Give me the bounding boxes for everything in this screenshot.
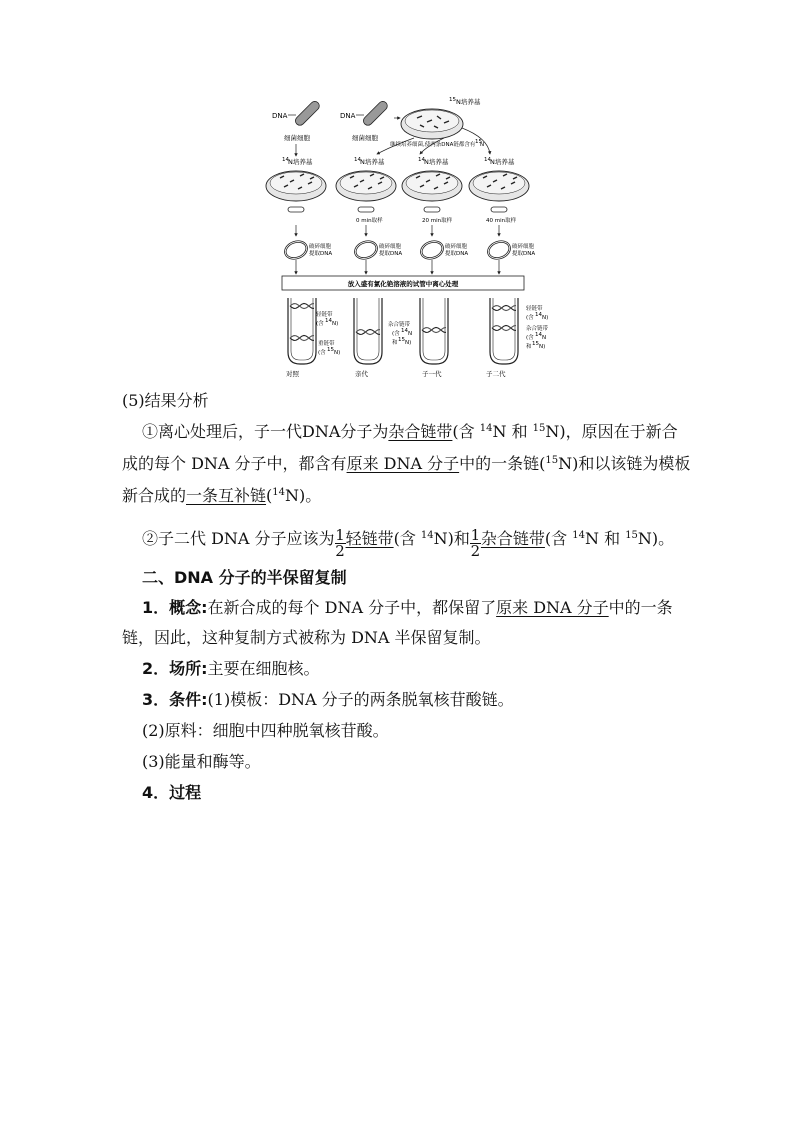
svg-text:和: 和	[392, 340, 398, 346]
petri-dish-2	[402, 171, 462, 201]
item3-energy: (3)能量和酶等。	[142, 752, 261, 771]
svg-text:轻链带: 轻链带	[526, 306, 543, 312]
svg-text:N): N)	[542, 315, 549, 321]
centrifuge-tube-3	[490, 298, 518, 364]
petri-dish-0	[266, 171, 326, 201]
dna-ring-0	[283, 239, 332, 262]
item1-line1: 1．概念:在新合成的每个 DNA 分子中，都保留了原来 DNA 分子中的一条	[142, 598, 673, 617]
petri-dish-15n	[401, 109, 463, 139]
cell-pellet-3	[491, 207, 507, 212]
svg-text:N): N)	[334, 350, 341, 356]
petri-dish-row	[266, 171, 529, 236]
svg-text:14: 14	[535, 332, 542, 338]
svg-text:N培养基: N培养基	[490, 158, 515, 166]
svg-text:杂合链带: 杂合链带	[526, 326, 549, 332]
dna-label-2: DNA	[340, 112, 356, 120]
cell-pellet-2	[424, 207, 440, 212]
svg-text:N培养基: N培养基	[360, 158, 385, 166]
centrifuge-tube-1	[354, 298, 382, 364]
svg-text:轻链带: 轻链带	[316, 312, 333, 318]
item2: 2．场所:主要在细胞核。	[142, 659, 320, 678]
svg-text:14: 14	[401, 328, 408, 334]
bacteria-label-2: 细菌细胞	[352, 134, 378, 142]
svg-text:14: 14	[325, 318, 332, 324]
dna-ring-row	[283, 239, 535, 274]
extract-label2-2: 提取DNA	[445, 251, 469, 257]
svg-text:(含: (含	[392, 331, 400, 337]
svg-text:(含: (含	[316, 321, 324, 327]
arrow-note-n: N	[480, 142, 485, 148]
dna-ring-1	[353, 239, 402, 262]
dna-ring-2	[419, 239, 468, 262]
tube-label-control: 对照	[286, 370, 299, 378]
svg-text:15: 15	[327, 347, 334, 353]
bacterium-cell-1	[294, 100, 322, 128]
bacteria-label-1: 细菌细胞	[284, 134, 310, 142]
svg-text:14: 14	[535, 312, 542, 318]
svg-text:放入盛有氯化铯溶液的试管中离心处理: 放入盛有氯化铯溶液的试管中离心处理	[347, 280, 459, 288]
extract-label2-0: 提取DNA	[309, 251, 333, 257]
svg-text:N): N)	[539, 344, 546, 350]
svg-text:重链带: 重链带	[318, 341, 335, 347]
tube-label-f1: 子一代	[422, 370, 442, 378]
extract-label2-3: 提取DNA	[512, 251, 536, 257]
p1-line2: 成的每个 DNA 分子中，都含有原来 DNA 分子中的一条链($^{15}$N)和以该链为模板	[122, 454, 691, 473]
section5-title: (5)结果分析	[122, 391, 209, 410]
item4-title: 4．过程	[142, 783, 202, 802]
svg-text:14: 14	[282, 157, 289, 163]
svg-text:(含: (含	[318, 350, 326, 356]
svg-text:(含: (含	[526, 335, 534, 341]
centrifuge-tube-2	[420, 298, 448, 364]
svg-text:14: 14	[418, 157, 425, 163]
section2-title: 二、DNA 分子的半保留复制	[142, 568, 347, 587]
fraction-half-2: $\frac{1}{2}$	[470, 526, 481, 560]
svg-text:14: 14	[484, 157, 491, 163]
extract-label2-1: 提取DNA	[379, 251, 403, 257]
svg-text:15: 15	[532, 341, 539, 347]
tube-label-parent: 亲代	[355, 370, 368, 378]
arrow-note: 继续培养细菌,使两条DNA链都含有	[390, 142, 476, 148]
centrifuge-tube-0	[288, 298, 316, 364]
cell-pellet-1	[358, 207, 374, 212]
p1-line3: 新合成的一条互补链($^{14}$N)。	[122, 486, 322, 505]
extract-label-0: 破碎细胞	[309, 244, 332, 250]
dna-ring-3	[486, 239, 535, 262]
tube-label-f2: 子二代	[486, 370, 506, 378]
svg-text:N): N)	[332, 321, 339, 327]
svg-text:N: N	[542, 335, 547, 341]
bacterium-cell-2	[362, 100, 390, 128]
sample-0-label: 0 min取样	[356, 218, 383, 224]
extract-label-2: 破碎细胞	[445, 244, 468, 250]
n15-medium-label: N培养基	[456, 98, 481, 106]
cell-pellet-0	[288, 207, 304, 212]
svg-text:14: 14	[354, 157, 361, 163]
svg-text:N培养基: N培养基	[288, 158, 313, 166]
arrow-note-sup: 15	[475, 139, 482, 145]
p1-line1: ①离心处理后，子一代DNA分子为杂合链带(含 $^{14}$N 和 $^{15}$N)，原因在于新合	[142, 422, 678, 441]
svg-text:和: 和	[526, 344, 532, 350]
svg-text:(含: (含	[526, 315, 534, 321]
sample-40-label: 40 min取样	[486, 218, 517, 224]
n15-sup: 15	[449, 97, 456, 103]
centrifuge-banner	[282, 276, 524, 290]
item1-line2: 链，因此，这种复制方式被称为 DNA 半保留复制。	[122, 628, 491, 647]
petri-dish-1	[336, 171, 396, 201]
fraction-half-1: $\frac{1}{2}$	[335, 526, 345, 560]
dna-label-1: DNA	[272, 112, 288, 120]
sample-20-label: 20 min取样	[422, 218, 453, 224]
extract-label-1: 破碎细胞	[379, 244, 402, 250]
petri-dish-3	[469, 171, 529, 201]
medium-labels	[282, 157, 515, 166]
dna-experiment-figure	[262, 94, 549, 380]
svg-text:15: 15	[398, 337, 405, 343]
p2-line: ②子二代 DNA 分子应该为 $\frac{1}{2}$ 轻链带(含 $^{14}$N)和 $\frac{1}{2}$ 杂合链带(含 $^{14}$N 和 $^{15}$N)。	[142, 526, 675, 560]
item3: 3．条件:(1)模板：DNA 分子的两条脱氧核苷酸链。	[142, 690, 514, 709]
svg-text:N): N)	[405, 340, 412, 346]
extract-label-3: 破碎细胞	[512, 244, 535, 250]
item3-material: (2)原料：细胞中四种脱氧核苷酸。	[142, 721, 389, 740]
svg-text:N培养基: N培养基	[424, 158, 449, 166]
svg-text:杂合链带: 杂合链带	[388, 322, 411, 328]
svg-text:N: N	[408, 331, 413, 337]
